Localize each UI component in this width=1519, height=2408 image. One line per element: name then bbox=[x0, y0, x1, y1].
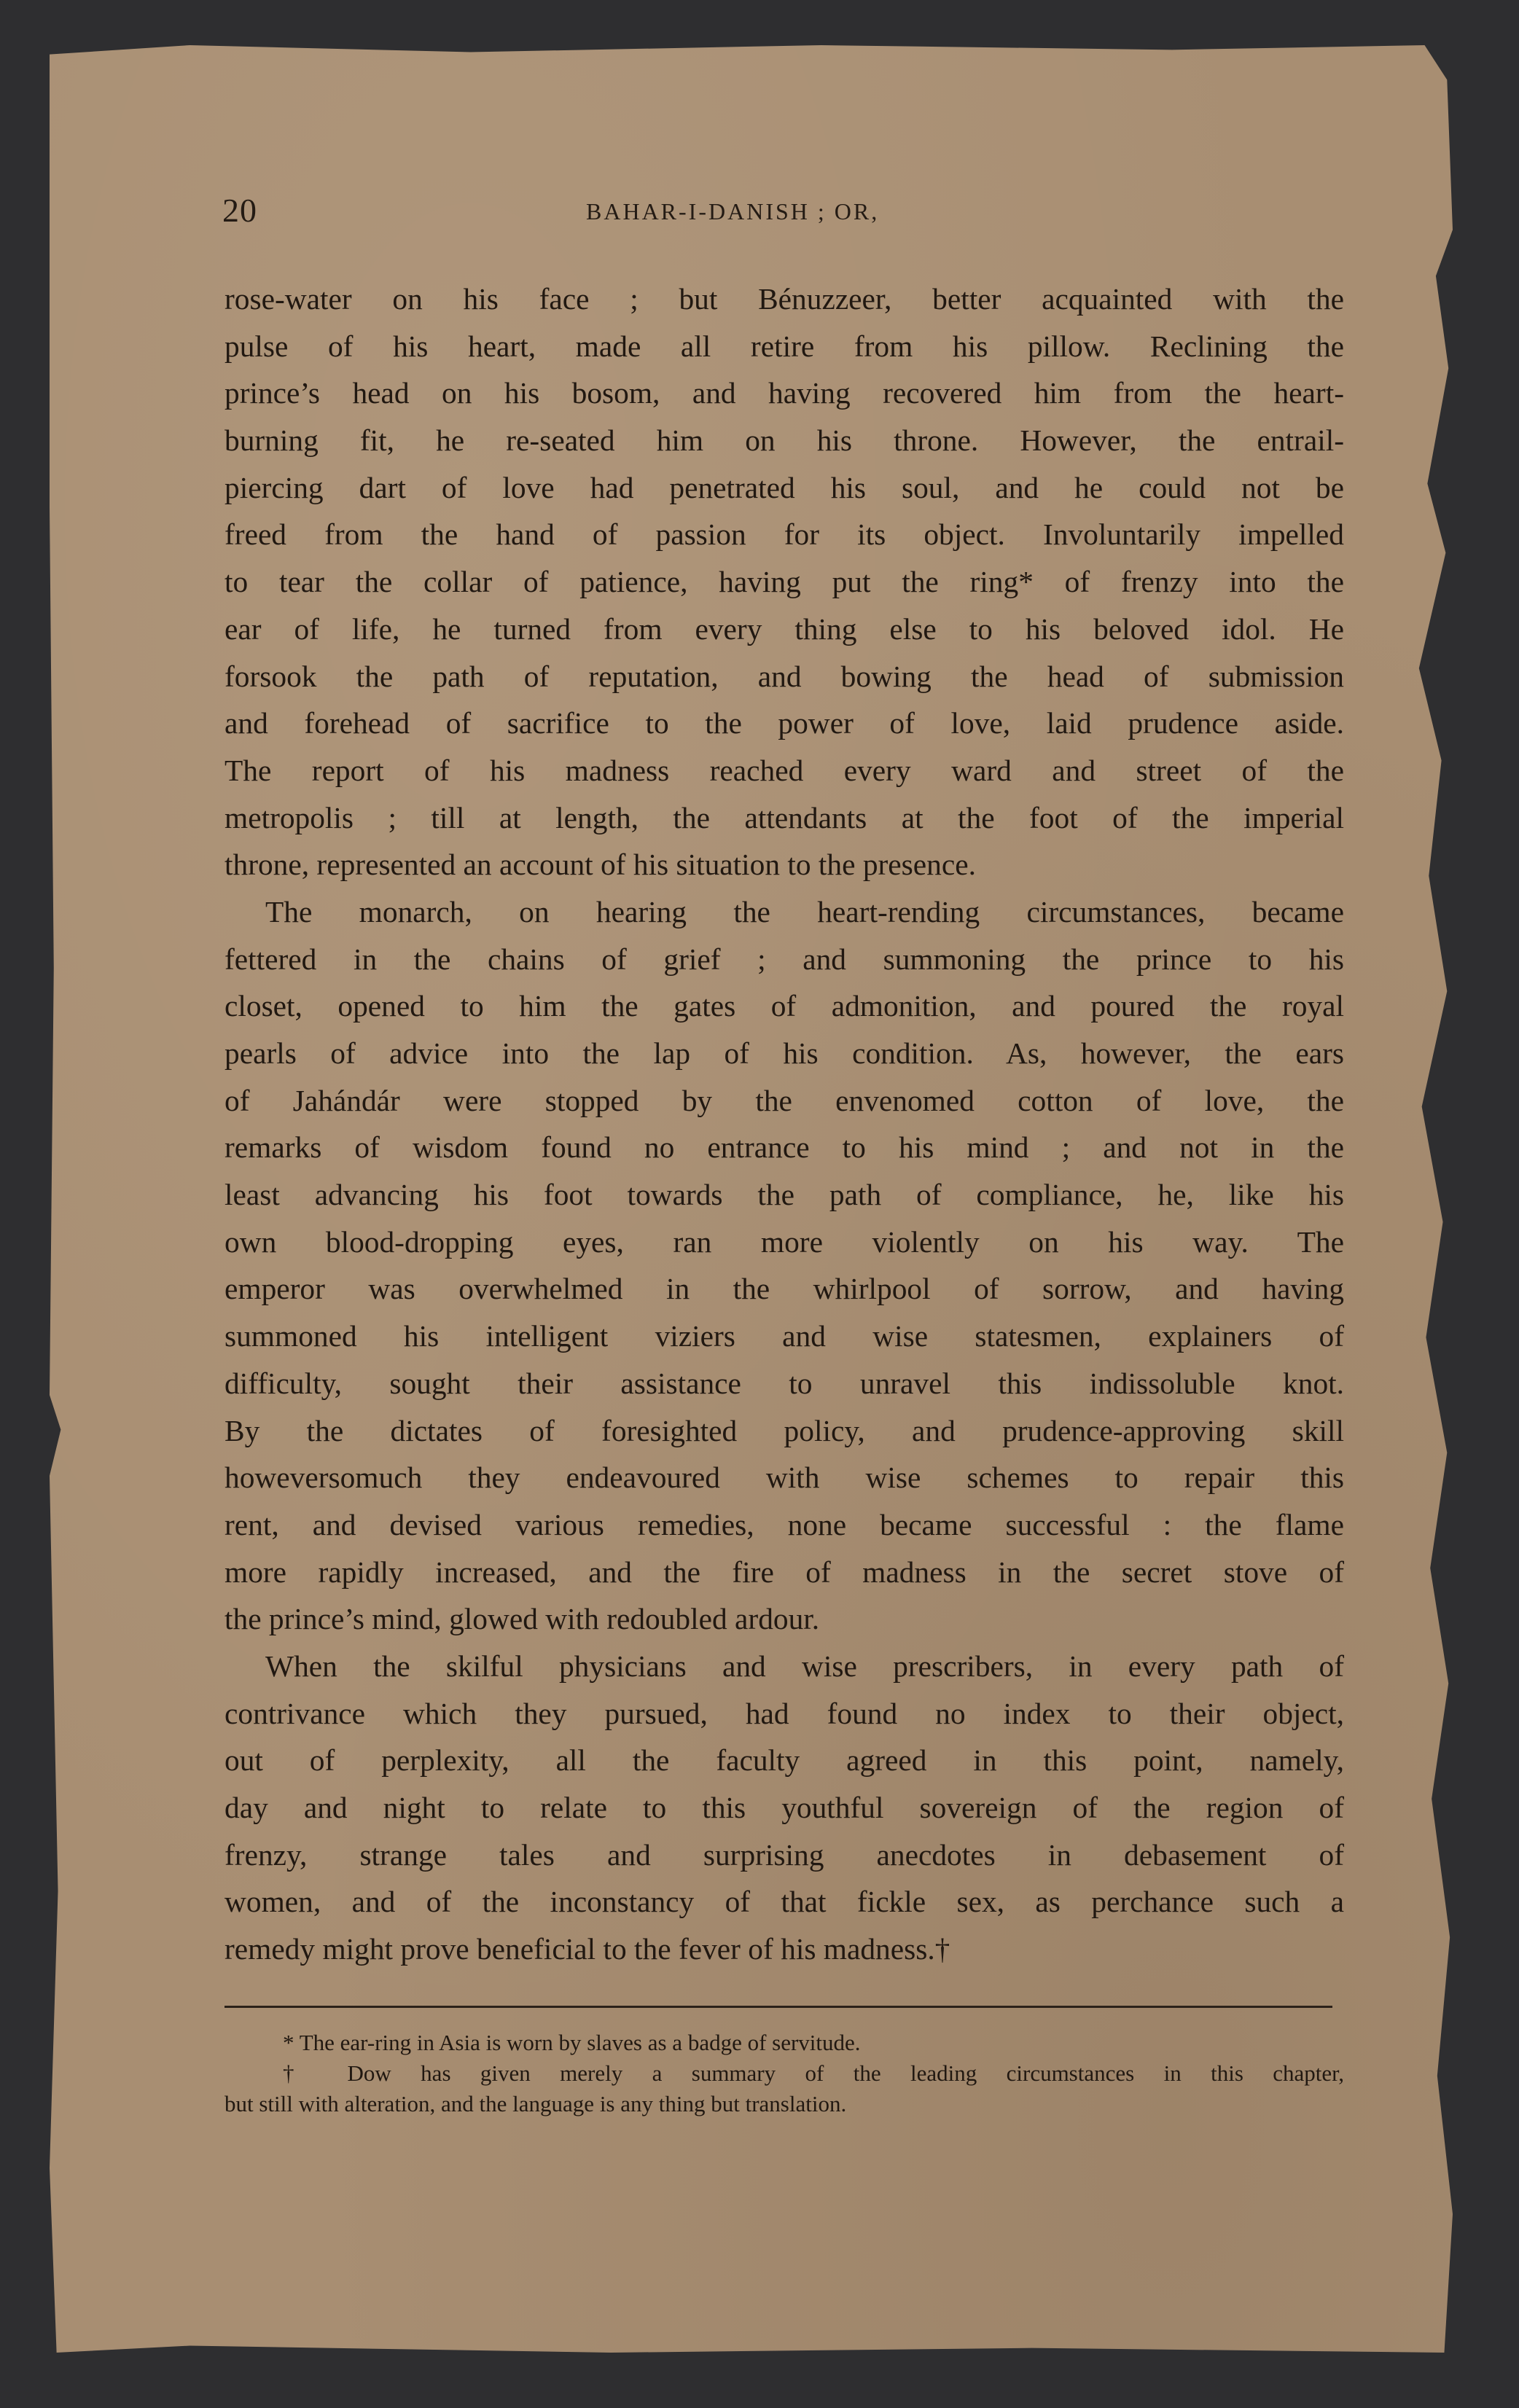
text-line: out of perplexity, all the faculty agreed in this point, namely, bbox=[224, 1743, 1344, 1778]
text-line-paragraph-end: throne, represented an account of his situation to the presence. bbox=[224, 848, 976, 882]
text-line: own blood-dropping eyes, ran more violently on his way. The bbox=[224, 1224, 1344, 1259]
text-line: burning fit, he re-seated him on his throne. However, the entrail- bbox=[224, 423, 1344, 458]
text-line: rose-water on his face ; but Bénuzzeer, better acquainted with the bbox=[224, 282, 1344, 316]
text-line: women, and of the inconstancy of that fickle sex, as perchance such a bbox=[224, 1885, 1344, 1919]
text-line: ear of life, he turned from every thing else to his beloved idol. He bbox=[224, 611, 1344, 646]
footnote-rule bbox=[224, 2006, 1332, 2008]
page-header bbox=[0, 191, 1519, 235]
page-number: 20 bbox=[222, 192, 257, 229]
text-line: day and night to relate to this youthful sovereign of the region of bbox=[224, 1791, 1344, 1824]
text-line: forsook the path of reputation, and bowing the head of submission bbox=[224, 659, 1344, 693]
text-line: pearls of advice into the lap of his condition. As, however, the ears bbox=[224, 1036, 1344, 1070]
footnote-dagger-continued: but still with alteration, and the language is any thing but translation. bbox=[224, 2091, 847, 2116]
text-line: emperor was overwhelmed in the whirlpool of sorrow, and having bbox=[224, 1272, 1344, 1306]
text-line: pulse of his heart, made all retire from his pillow. Reclining the bbox=[224, 329, 1344, 363]
text-line-paragraph-end: remedy might prove beneficial to the fever of his madness.† bbox=[224, 1932, 950, 1966]
running-head: BAHAR-I-DANISH ; OR, bbox=[586, 198, 880, 224]
body-text bbox=[224, 275, 1344, 1973]
text-line: howeversomuch they endeavoured with wise schemes to repair this bbox=[224, 1461, 1344, 1495]
text-line: least advancing his foot towards the path of compliance, he, like his bbox=[224, 1178, 1344, 1212]
footnotes bbox=[224, 2028, 1344, 2119]
text-line: prince’s head on his bosom, and having recovered him from the heart- bbox=[224, 376, 1344, 410]
text-line: to tear the collar of patience, having put the ring* of frenzy into the bbox=[224, 565, 1344, 599]
text-line: summoned his intelligent viziers and wise statesmen, explainers of bbox=[224, 1319, 1344, 1353]
text-line: The report of his madness reached every ward and street of the bbox=[224, 753, 1344, 787]
text-line: and forehead of sacrifice to the power of love, laid prudence aside. bbox=[224, 706, 1344, 740]
text-line-paragraph-start: When the skilful physicians and wise prescribers, in every path of bbox=[265, 1649, 1344, 1683]
text-line: closet, opened to him the gates of admonition, and poured the royal bbox=[224, 989, 1344, 1023]
text-line: freed from the hand of passion for its object. Involuntarily impelled bbox=[224, 517, 1344, 552]
text-line: of Jahándár were stopped by the envenomed cotton of love, the bbox=[224, 1083, 1344, 1117]
text-line: frenzy, strange tales and surprising anecdotes in debasement of bbox=[224, 1837, 1344, 1872]
footnote-dagger: † Dow has given merely a summary of the leading circumstances in this chapter, bbox=[283, 2060, 1344, 2086]
footnote-asterisk: * The ear-ring in Asia is worn by slaves as a badge of servitude. bbox=[283, 2030, 861, 2055]
text-line: contrivance which they pursued, had found no index to their object, bbox=[224, 1696, 1344, 1730]
text-line: fettered in the chains of grief ; and summoning the prince to his bbox=[224, 942, 1344, 976]
text-line: remarks of wisdom found no entrance to his mind ; and not in the bbox=[224, 1130, 1344, 1165]
text-line: difficulty, sought their assistance to unravel this indissoluble knot. bbox=[224, 1366, 1344, 1400]
text-line: metropolis ; till at length, the attendants at the foot of the imperial bbox=[224, 800, 1344, 834]
text-line-paragraph-start: The monarch, on hearing the heart-rending circumstances, became bbox=[265, 894, 1344, 929]
text-line: more rapidly increased, and the fire of madness in the secret stove of bbox=[224, 1555, 1344, 1589]
text-line-paragraph-end: the prince’s mind, glowed with redoubled ardour. bbox=[224, 1602, 820, 1636]
text-line: rent, and devised various remedies, none became successful : the flame bbox=[224, 1507, 1344, 1541]
text-line: piercing dart of love had penetrated his soul, and he could not be bbox=[224, 470, 1344, 504]
text-line: By the dictates of foresighted policy, and prudence-approving skill bbox=[224, 1413, 1344, 1447]
